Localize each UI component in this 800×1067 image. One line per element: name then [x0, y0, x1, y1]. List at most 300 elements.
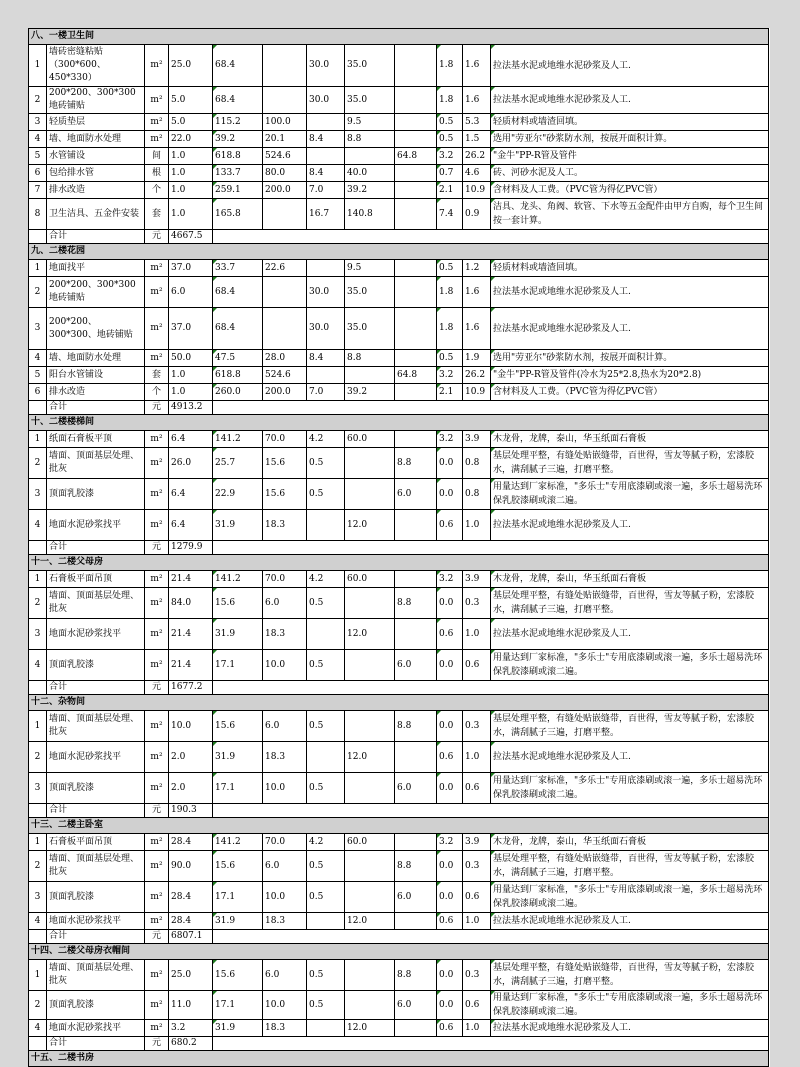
cell-price: 618.8: [213, 367, 263, 384]
cell-qty: 5.0: [169, 87, 213, 114]
cell-qty: 1.0: [169, 148, 213, 165]
cell-price: 31.9: [213, 913, 263, 930]
cell-c4: 64.8: [395, 367, 437, 384]
cell-unit: m²: [145, 479, 169, 510]
cell-c1: 524.6: [263, 148, 307, 165]
cell-c5: 0.0: [437, 960, 463, 991]
cell-c3: 35.0: [345, 87, 395, 114]
cell-no: 2: [29, 448, 47, 479]
cell-c2: 0.5: [307, 773, 345, 804]
cell-c4: [395, 131, 437, 148]
cell-c1: 6.0: [263, 711, 307, 742]
cell-desc: 用量达到厂家标准，"多乐士"专用底漆刷或滚一遍，多乐士超易洗环保乳胶漆刷或滚二遍。: [491, 479, 769, 510]
cell-price: 17.1: [213, 650, 263, 681]
cell-name: 纸面石膏板平顶: [47, 431, 145, 448]
cell-c5: 0.0: [437, 851, 463, 882]
cell-c4: [395, 571, 437, 588]
cell-qty: 2.0: [169, 742, 213, 773]
cell-c5: 0.0: [437, 773, 463, 804]
cell-name: 200*200、300*300、地砖铺贴: [47, 308, 145, 350]
cell-c4: [395, 114, 437, 131]
cell-desc: 拉法基水泥或地维水泥砂浆及人工.: [491, 277, 769, 308]
cell-c5: 0.0: [437, 650, 463, 681]
cell-c3: [345, 851, 395, 882]
table-row: [29, 448, 769, 479]
cell-c2: 30.0: [307, 308, 345, 350]
cell-c4: [395, 277, 437, 308]
cell-desc: "金牛"PP-R管及管件: [491, 148, 769, 165]
cell-price: 25.7: [213, 448, 263, 479]
cell-qty: 6.0: [169, 277, 213, 308]
section-title: 十四、二楼父母房衣帽间: [29, 944, 769, 960]
cell-c3: 39.2: [345, 384, 395, 401]
cell-c4: [395, 87, 437, 114]
cell-c5: 2.1: [437, 384, 463, 401]
section-title: 九、二楼花园: [29, 244, 769, 260]
cell-c2: [307, 913, 345, 930]
cell-unit: m²: [145, 742, 169, 773]
section-title: 十二、杂物间: [29, 695, 769, 711]
section-title: 十、二楼楼梯间: [29, 415, 769, 431]
cell-price: 31.9: [213, 619, 263, 650]
cell-c1: [263, 277, 307, 308]
cell-price: 259.1: [213, 182, 263, 199]
cell-name: 排水改造: [47, 182, 145, 199]
cell-unit: m²: [145, 991, 169, 1020]
cell-desc: 用量达到厂家标准，"多乐士"专用底漆刷或滚一遍，多乐士超易洗环保乳胶漆刷或滚二遍。: [491, 773, 769, 804]
cell-c1: 80.0: [263, 165, 307, 182]
cell-no: 4: [29, 510, 47, 541]
cell-c2: 0.5: [307, 851, 345, 882]
cell-c4: [395, 182, 437, 199]
subtotal-rest: [213, 401, 769, 415]
cell-c5: 0.0: [437, 991, 463, 1020]
subtotal-row: [29, 930, 769, 944]
table-row: [29, 384, 769, 401]
cell-c5: 0.6: [437, 742, 463, 773]
cell-c2: 8.4: [307, 165, 345, 182]
cell-desc: 拉法基水泥或地维水泥砂浆及人工.: [491, 87, 769, 114]
section-title: 十五、二楼书房: [29, 1051, 769, 1067]
cell-no: 1: [29, 960, 47, 991]
cell-c5: 0.5: [437, 350, 463, 367]
cell-c2: 30.0: [307, 277, 345, 308]
cell-price: 31.9: [213, 1020, 263, 1037]
cell-c5: 3.2: [437, 367, 463, 384]
subtotal-label: 合计: [47, 681, 145, 695]
cell-name: 阳台水管铺设: [47, 367, 145, 384]
cell-c4: [395, 510, 437, 541]
cell-c2: 0.5: [307, 882, 345, 913]
subtotal-rest: [213, 930, 769, 944]
cell-c2: 0.5: [307, 588, 345, 619]
cell-no: 3: [29, 479, 47, 510]
cell-c3: [345, 148, 395, 165]
cell-price: 15.6: [213, 588, 263, 619]
cell-price: 47.5: [213, 350, 263, 367]
cell-c1: [263, 308, 307, 350]
table-row: [29, 834, 769, 851]
cell-c5: 3.2: [437, 148, 463, 165]
cell-qty: 37.0: [169, 260, 213, 277]
subtotal-value: 4913.2: [169, 401, 213, 415]
cell-qty: 37.0: [169, 308, 213, 350]
cell-c4: 8.8: [395, 588, 437, 619]
section-header: [29, 29, 769, 45]
cell-no: 3: [29, 773, 47, 804]
cell-name: 200*200、300*300地砖铺贴: [47, 277, 145, 308]
cell-unit: m²: [145, 960, 169, 991]
cell-c1: 10.0: [263, 650, 307, 681]
cell-c6: 1.6: [463, 308, 491, 350]
cell-c4: 8.8: [395, 960, 437, 991]
cell-price: 31.9: [213, 742, 263, 773]
cell-desc: 选用"劳亚尔"砂浆防水剂，按展开面积计算。: [491, 131, 769, 148]
cell-desc: 拉法基水泥或地维水泥砂浆及人工.: [491, 913, 769, 930]
table-row: [29, 571, 769, 588]
cell-c3: 40.0: [345, 165, 395, 182]
cell-desc: 拉法基水泥或地维水泥砂浆及人工.: [491, 619, 769, 650]
cell-c6: 26.2: [463, 367, 491, 384]
cell-c4: 64.8: [395, 148, 437, 165]
cell-c2: 4.2: [307, 431, 345, 448]
cell-c2: [307, 148, 345, 165]
table-row: [29, 851, 769, 882]
cell-c5: 0.5: [437, 260, 463, 277]
subtotal-rest: [213, 804, 769, 818]
cell-name: 地面水泥砂浆找平: [47, 1020, 145, 1037]
cell-name: 200*200、300*300地砖铺贴: [47, 87, 145, 114]
cell-desc: 用量达到厂家标准，"多乐士"专用底漆刷或滚一遍，多乐士超易洗环保乳胶漆刷或滚二遍。: [491, 650, 769, 681]
cell-c3: [345, 773, 395, 804]
cell-desc: 用量达到厂家标准，"多乐士"专用底漆刷或滚一遍，多乐士超易洗环保乳胶漆刷或滚二遍。: [491, 882, 769, 913]
cell-no: 3: [29, 114, 47, 131]
cell-c1: 22.6: [263, 260, 307, 277]
cell-desc: 木龙骨，龙牌，泰山，华玉纸面石膏板: [491, 431, 769, 448]
cell-no: 4: [29, 131, 47, 148]
subtotal-blank: [29, 1037, 47, 1051]
subtotal-blank: [29, 401, 47, 415]
cell-unit: m²: [145, 851, 169, 882]
subtotal-label: 合计: [47, 930, 145, 944]
cell-unit: 间: [145, 148, 169, 165]
cell-c1: 70.0: [263, 834, 307, 851]
subtotal-value: 6807.1: [169, 930, 213, 944]
cell-c1: 28.0: [263, 350, 307, 367]
cell-desc: 基层处理平整，有缝处贴嵌缝带，百世得，雪友等腻子粉，宏漆胶水，满刮腻子三遍，打磨平整。: [491, 711, 769, 742]
cell-c2: 0.5: [307, 650, 345, 681]
cell-c2: 0.5: [307, 448, 345, 479]
cell-qty: 90.0: [169, 851, 213, 882]
cell-c6: 0.6: [463, 991, 491, 1020]
cell-c1: 18.3: [263, 1020, 307, 1037]
cell-c1: 6.0: [263, 588, 307, 619]
cell-unit: m²: [145, 510, 169, 541]
subtotal-label: 合计: [47, 401, 145, 415]
table-row: [29, 148, 769, 165]
cell-desc: 拉法基水泥或地维水泥砂浆及人工.: [491, 742, 769, 773]
cell-c6: 1.0: [463, 913, 491, 930]
cell-c1: 15.6: [263, 479, 307, 510]
cell-c6: 5.3: [463, 114, 491, 131]
cell-unit: m²: [145, 711, 169, 742]
cell-unit: m²: [145, 1020, 169, 1037]
cell-c4: 8.8: [395, 851, 437, 882]
cell-price: 17.1: [213, 991, 263, 1020]
cell-c3: 35.0: [345, 308, 395, 350]
subtotal-value: 4667.5: [169, 230, 213, 244]
subtotal-row: [29, 401, 769, 415]
cell-qty: 3.2: [169, 1020, 213, 1037]
cell-price: 68.4: [213, 87, 263, 114]
cell-unit: 个: [145, 182, 169, 199]
cell-unit: m²: [145, 913, 169, 930]
cell-c6: 1.6: [463, 87, 491, 114]
cell-c3: 35.0: [345, 277, 395, 308]
cell-desc: "金牛"PP-R管及管件(冷水为25*2.8,热水为20*2.8): [491, 367, 769, 384]
cell-c2: [307, 510, 345, 541]
cell-c3: [345, 882, 395, 913]
cell-price: 31.9: [213, 510, 263, 541]
cell-name: 地面找平: [47, 260, 145, 277]
cell-c4: 8.8: [395, 448, 437, 479]
cell-name: 包给排水管: [47, 165, 145, 182]
cell-c6: 1.0: [463, 742, 491, 773]
section-header: [29, 695, 769, 711]
cell-c6: 0.9: [463, 199, 491, 230]
cell-name: 墙面、顶面基层处理、批灰: [47, 711, 145, 742]
cell-c1: 10.0: [263, 773, 307, 804]
cell-desc: 含材料及人工费。（PVC管为得亿PVC管）: [491, 384, 769, 401]
cell-qty: 50.0: [169, 350, 213, 367]
cell-c2: [307, 619, 345, 650]
subtotal-unit: 元: [145, 401, 169, 415]
cell-name: 墙面、顶面基层处理、批灰: [47, 960, 145, 991]
cell-price: 39.2: [213, 131, 263, 148]
cell-c4: [395, 45, 437, 87]
cell-c4: [395, 199, 437, 230]
cell-c5: 1.8: [437, 87, 463, 114]
table-row: [29, 650, 769, 681]
cell-c6: 1.0: [463, 619, 491, 650]
cell-no: 2: [29, 991, 47, 1020]
cell-c1: 6.0: [263, 851, 307, 882]
table-row: [29, 479, 769, 510]
cell-c1: 70.0: [263, 431, 307, 448]
cell-c1: 6.0: [263, 960, 307, 991]
table-row: [29, 308, 769, 350]
cell-c3: 60.0: [345, 834, 395, 851]
cell-c5: 1.8: [437, 308, 463, 350]
subtotal-unit: 元: [145, 681, 169, 695]
subtotal-blank: [29, 681, 47, 695]
cell-desc: 木龙骨，龙牌，泰山，华玉纸面石膏板: [491, 571, 769, 588]
cell-c1: [263, 199, 307, 230]
cell-unit: m²: [145, 131, 169, 148]
cell-c1: 18.3: [263, 742, 307, 773]
cell-price: 33.7: [213, 260, 263, 277]
cell-c6: 0.8: [463, 479, 491, 510]
cell-price: 141.2: [213, 834, 263, 851]
cell-c6: 0.3: [463, 711, 491, 742]
cell-c5: 0.0: [437, 479, 463, 510]
cell-c4: 6.0: [395, 773, 437, 804]
cell-desc: 用量达到厂家标准，"多乐士"专用底漆刷或滚一遍，多乐士超易洗环保乳胶漆刷或滚二遍。: [491, 991, 769, 1020]
cell-unit: 个: [145, 384, 169, 401]
cell-name: 石膏板平面吊顶: [47, 571, 145, 588]
cell-c1: 18.3: [263, 913, 307, 930]
cell-name: 墙面、顶面基层处理、批灰: [47, 448, 145, 479]
cell-c6: 0.3: [463, 960, 491, 991]
cell-no: 1: [29, 45, 47, 87]
cell-c5: 1.8: [437, 45, 463, 87]
section-title: 八、一楼卫生间: [29, 29, 769, 45]
cell-c2: [307, 742, 345, 773]
cell-unit: m²: [145, 619, 169, 650]
cell-no: 2: [29, 277, 47, 308]
subtotal-value: 680.2: [169, 1037, 213, 1051]
subtotal-unit: 元: [145, 930, 169, 944]
cell-c3: [345, 960, 395, 991]
cell-desc: 基层处理平整，有缝处贴嵌缝带，百世得，雪友等腻子粉，宏漆胶水，满刮腻子三遍，打磨平整。: [491, 588, 769, 619]
subtotal-blank: [29, 804, 47, 818]
cell-qty: 1.0: [169, 199, 213, 230]
cell-c5: 0.6: [437, 913, 463, 930]
subtotal-row: [29, 541, 769, 555]
cell-c5: 3.2: [437, 571, 463, 588]
cell-c3: 12.0: [345, 510, 395, 541]
cell-c3: 9.5: [345, 260, 395, 277]
cell-name: 墙面、顶面基层处理、批灰: [47, 851, 145, 882]
cell-c4: 6.0: [395, 882, 437, 913]
cell-unit: m²: [145, 882, 169, 913]
cell-unit: 根: [145, 165, 169, 182]
cell-c6: 1.6: [463, 45, 491, 87]
table-row: [29, 510, 769, 541]
subtotal-rest: [213, 1037, 769, 1051]
cell-c4: [395, 834, 437, 851]
cell-unit: m²: [145, 45, 169, 87]
section-header: [29, 818, 769, 834]
cell-price: 15.6: [213, 960, 263, 991]
table-row: [29, 199, 769, 230]
cell-desc: 基层处理平整，有缝处贴嵌缝带，百世得，雪友等腻子粉，宏漆胶水，满刮腻子三遍，打磨平整。: [491, 851, 769, 882]
cell-qty: 2.0: [169, 773, 213, 804]
cell-c5: 0.0: [437, 588, 463, 619]
cell-c6: 1.6: [463, 277, 491, 308]
cell-c5: 1.8: [437, 277, 463, 308]
cell-c2: 7.0: [307, 384, 345, 401]
cell-name: 墙、地面防水处理: [47, 350, 145, 367]
cell-c2: 30.0: [307, 45, 345, 87]
cell-no: 7: [29, 182, 47, 199]
cell-c6: 3.9: [463, 431, 491, 448]
cell-desc: 轻质材料或墙渣回填。: [491, 260, 769, 277]
cell-price: 68.4: [213, 308, 263, 350]
cell-desc: 轻质材料或墙渣回填。: [491, 114, 769, 131]
cell-unit: m²: [145, 448, 169, 479]
cell-desc: 基层处理平整，有缝处贴嵌缝带，百世得，雪友等腻子粉，宏漆胶水，满刮腻子三遍，打磨平整。: [491, 960, 769, 991]
subtotal-unit: 元: [145, 230, 169, 244]
cell-c2: 30.0: [307, 87, 345, 114]
cell-c2: 8.4: [307, 131, 345, 148]
cell-qty: 1.0: [169, 182, 213, 199]
table-row: [29, 277, 769, 308]
section-title: 十一、二楼父母房: [29, 555, 769, 571]
subtotal-label: 合计: [47, 1037, 145, 1051]
section-header: [29, 944, 769, 960]
cell-c1: 200.0: [263, 384, 307, 401]
cell-c1: [263, 87, 307, 114]
table-row: [29, 367, 769, 384]
section-header: [29, 555, 769, 571]
cell-price: 22.9: [213, 479, 263, 510]
cell-no: 2: [29, 851, 47, 882]
cell-unit: m²: [145, 350, 169, 367]
cell-c4: 8.8: [395, 711, 437, 742]
subtotal-unit: 元: [145, 804, 169, 818]
cell-c3: 9.5: [345, 114, 395, 131]
cell-desc: 选用"劳亚尔"砂浆防水剂，按展开面积计算。: [491, 350, 769, 367]
subtotal-label: 合计: [47, 804, 145, 818]
subtotal-rest: [213, 230, 769, 244]
cell-unit: m²: [145, 308, 169, 350]
cell-no: 1: [29, 431, 47, 448]
cell-c1: 10.0: [263, 991, 307, 1020]
cell-name: 地面水泥砂浆找平: [47, 913, 145, 930]
cell-name: 顶面乳胶漆: [47, 650, 145, 681]
table-row: [29, 588, 769, 619]
cell-unit: m²: [145, 87, 169, 114]
cell-c6: 0.6: [463, 773, 491, 804]
cell-price: 68.4: [213, 45, 263, 87]
table-row: [29, 913, 769, 930]
cell-c3: 8.8: [345, 350, 395, 367]
cell-qty: 28.4: [169, 913, 213, 930]
cell-c3: [345, 711, 395, 742]
subtotal-rest: [213, 541, 769, 555]
cell-name: 顶面乳胶漆: [47, 991, 145, 1020]
section-header: [29, 415, 769, 431]
cell-c2: 0.5: [307, 711, 345, 742]
cell-desc: 砖、河砂水泥及人工。: [491, 165, 769, 182]
cell-c4: [395, 619, 437, 650]
cell-c6: 0.6: [463, 882, 491, 913]
cell-price: 68.4: [213, 277, 263, 308]
cell-c5: 0.6: [437, 1020, 463, 1037]
cell-c3: 60.0: [345, 431, 395, 448]
subtotal-blank: [29, 930, 47, 944]
cell-qty: 28.4: [169, 834, 213, 851]
cell-c3: 12.0: [345, 619, 395, 650]
cell-c3: [345, 367, 395, 384]
table-row: [29, 960, 769, 991]
cell-c5: 0.0: [437, 882, 463, 913]
cell-qty: 1.0: [169, 367, 213, 384]
cell-qty: 6.4: [169, 510, 213, 541]
cell-c2: [307, 1020, 345, 1037]
cell-desc: 洁具、龙头、角阀、软管、下水等五金配件由甲方自购，每个卫生间按一套计算。: [491, 199, 769, 230]
cell-c4: [395, 742, 437, 773]
subtotal-row: [29, 681, 769, 695]
cell-c2: 7.0: [307, 182, 345, 199]
cell-c3: 39.2: [345, 182, 395, 199]
cell-c3: [345, 448, 395, 479]
cell-c4: [395, 431, 437, 448]
cell-no: 1: [29, 571, 47, 588]
cell-desc: 拉法基水泥或地维水泥砂浆及人工.: [491, 1020, 769, 1037]
cell-unit: 套: [145, 367, 169, 384]
